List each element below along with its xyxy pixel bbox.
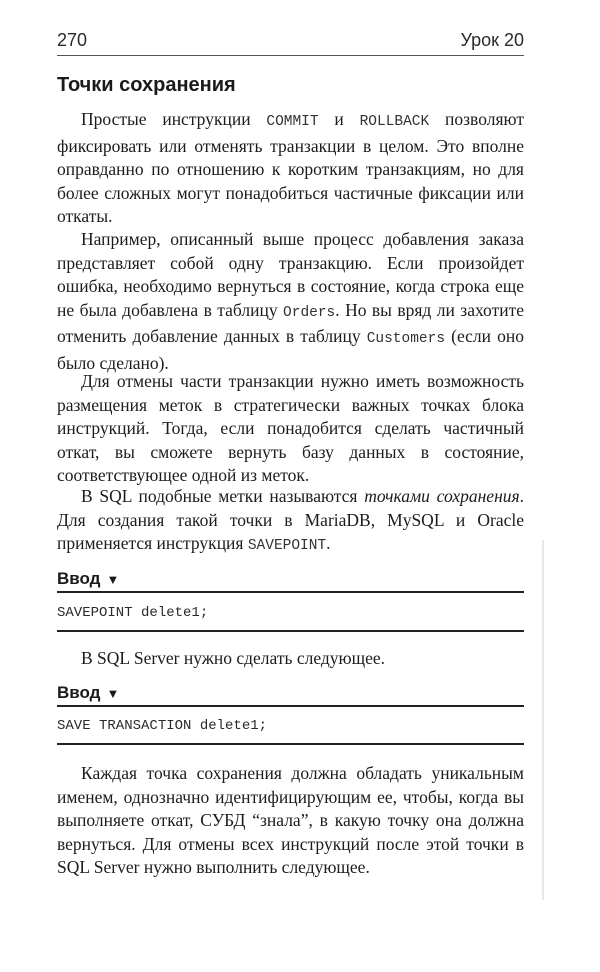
- p4-code-savepoint: SAVEPOINT: [247, 538, 327, 554]
- p3-text-1: Для отмены части транзакции нужно иметь возможность размещения меток в стратегически важных точках блока инструкций. Тогда, если понадобится сделать частичный откат, вы сможете вернуть базу данных в состояние, соответствующее одной из меток.: [57, 371, 524, 485]
- p4-text-3: .: [326, 533, 331, 553]
- code-block-2: SAVE TRANSACTION delete1;: [57, 718, 268, 734]
- header-rule: [57, 55, 524, 56]
- p2-code-orders: Orders: [283, 304, 336, 321]
- paragraph-2: [57, 228, 524, 375]
- down-triangle-icon: ▼: [106, 685, 120, 701]
- p1-text-1: Простые инструкции: [81, 109, 267, 129]
- p2-code-customers: Customers: [366, 331, 446, 347]
- p4-emphasis: точками сохранения: [364, 486, 520, 506]
- input-label-1-text: Ввод: [57, 569, 101, 588]
- input-label-2-text: Ввод: [57, 683, 101, 702]
- running-header: [57, 30, 524, 51]
- p1-code-rollback: ROLLBACK: [359, 114, 430, 130]
- code-rule-bottom-1: [57, 630, 524, 632]
- p2-text-1: Например, описанный выше процесс добавления заказа представляет собой одну транзакцию. Если произойдет ошибка, необходимо вернуться в состояние, когда строка еще не была добавлена в таблицу: [57, 229, 524, 320]
- input-label-1: [57, 569, 119, 589]
- p4-text-1: В SQL подобные метки называются: [81, 486, 365, 506]
- paragraph-1: [57, 108, 524, 229]
- p6-text-1: Каждая точка сохранения должна обладать уникальным именем, однозначно идентифицирующим ее, чтобы, когда вы выполняете откат, СУБД “знала”, в какую точку она должна вернуться. Для отмены всех инструкций после этой точки в SQL Server нужно выполнить следующее.: [57, 763, 524, 877]
- p2-text-2: . Но вы вряд ли захотите отменить добавление данных в таблицу: [57, 299, 525, 346]
- p1-code-commit: COMMIT: [266, 114, 319, 130]
- paragraph-4: [57, 485, 524, 559]
- code-block-1: SAVEPOINT delete1;: [57, 605, 209, 621]
- p1-text-3: позволяют фиксировать или отменять транзакции в целом. Это вполне оправданно по отношению к коротким транзакциям, но для более сложных могут понадобиться частичные фиксации или откаты.: [57, 109, 524, 226]
- code-rule-bottom-2: [57, 743, 524, 745]
- page-number: 270: [57, 30, 88, 50]
- chapter-title: Урок 20: [460, 30, 524, 50]
- p5-text-1: В SQL Server нужно сделать следующее.: [81, 648, 385, 668]
- scan-edge: [542, 540, 544, 900]
- p1-text-2: и: [318, 109, 360, 129]
- down-triangle-icon: ▼: [106, 571, 120, 587]
- code-rule-top-2: [57, 705, 524, 707]
- paragraph-3: [57, 370, 524, 488]
- input-label-2: [57, 683, 119, 703]
- paragraph-6: [57, 762, 524, 880]
- p4-text-2: . Для создания такой точки в MariaDB, MySQL и Oracle применяется инструкция: [57, 486, 525, 553]
- p2-text-3: (если оно было сделано).: [57, 326, 524, 373]
- code-rule-top-1: [57, 591, 524, 593]
- paragraph-5: [57, 647, 524, 671]
- section-title: Точки сохранения: [57, 74, 236, 96]
